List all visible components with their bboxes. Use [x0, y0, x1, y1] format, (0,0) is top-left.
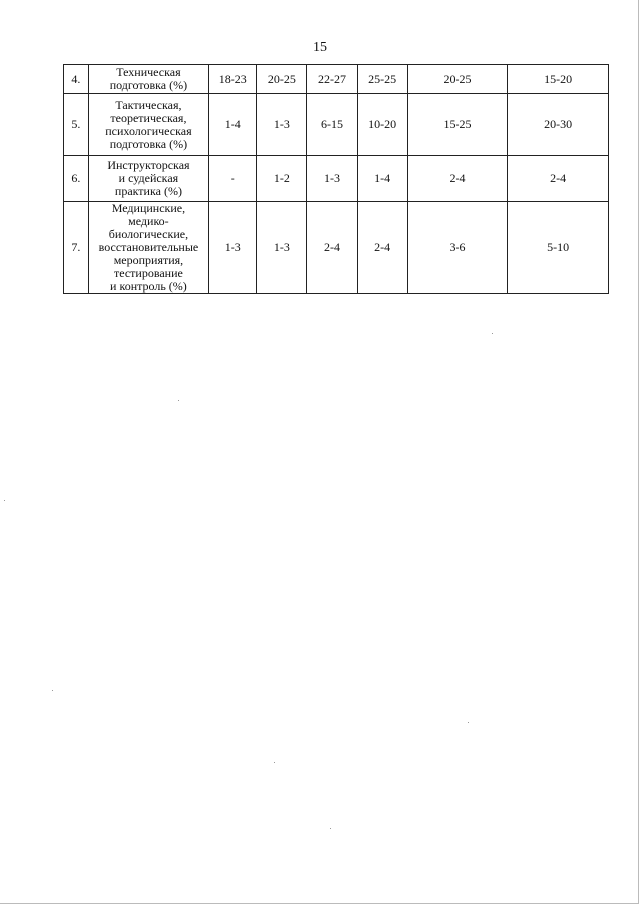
row-name: Тактическая, теоретическая, психологическая подготовка (%): [88, 94, 209, 156]
row-number: 4.: [64, 65, 89, 94]
table-cell: 1-3: [209, 202, 257, 294]
table-cell: 18-23: [209, 65, 257, 94]
table-row: [64, 65, 609, 94]
table-cell: 25-25: [357, 65, 407, 94]
table-cell: 10-20: [357, 94, 407, 156]
table-cell: 15-25: [407, 94, 508, 156]
table-cell: -: [209, 156, 257, 202]
table-row: [64, 202, 609, 294]
table-cell: 20-25: [407, 65, 508, 94]
table-cell: 2-4: [407, 156, 508, 202]
table-row: [64, 94, 609, 156]
table-cell: 3-6: [407, 202, 508, 294]
table-cell: 2-4: [357, 202, 407, 294]
training-table: [63, 64, 609, 294]
table-cell: 20-25: [257, 65, 307, 94]
table-cell: 5-10: [508, 202, 609, 294]
table-cell: 15-20: [508, 65, 609, 94]
row-number: 6.: [64, 156, 89, 202]
row-name: Медицинские, медико- биологические, восстановительные мероприятия, тестирование и контроль (%): [88, 202, 209, 294]
table-cell: 1-3: [257, 94, 307, 156]
table-cell: 1-4: [357, 156, 407, 202]
table-cell: 2-4: [307, 202, 357, 294]
table-row: [64, 156, 609, 202]
table-cell: 1-3: [307, 156, 357, 202]
row-number: 7.: [64, 202, 89, 294]
row-name: Инструкторская и судейская практика (%): [88, 156, 209, 202]
table-cell: 1-2: [257, 156, 307, 202]
table-cell: 2-4: [508, 156, 609, 202]
table-cell: 20-30: [508, 94, 609, 156]
table-cell: 22-27: [307, 65, 357, 94]
table-cell: 1-3: [257, 202, 307, 294]
page-number: 15: [313, 40, 327, 55]
row-number: 5.: [64, 94, 89, 156]
table-cell: 6-15: [307, 94, 357, 156]
table-cell: 1-4: [209, 94, 257, 156]
row-name: Техническая подготовка (%): [88, 65, 209, 94]
